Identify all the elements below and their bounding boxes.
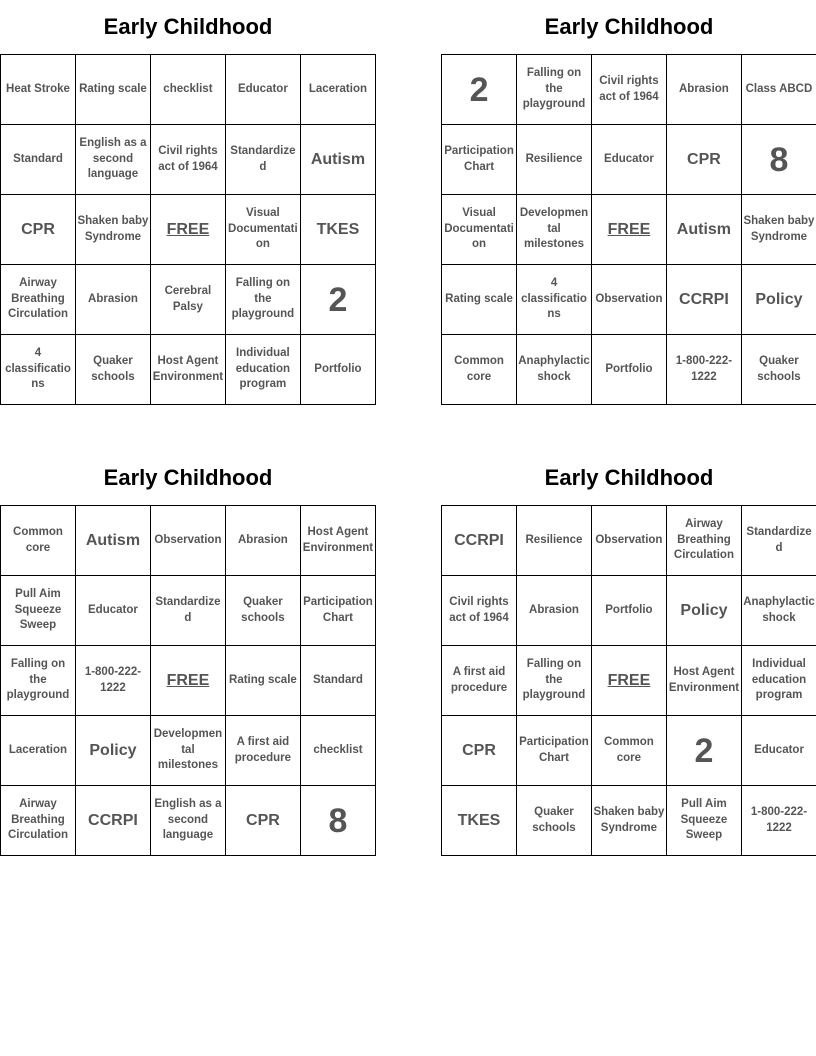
bingo-cell: Pull Aim Squeeze Sweep — [1, 576, 76, 646]
bingo-cell: Observation — [591, 265, 666, 335]
bingo-cell: Portfolio — [591, 335, 666, 405]
bingo-cell: A first aid procedure — [225, 716, 300, 786]
bingo-cell: Resilience — [516, 506, 591, 576]
bingo-cell: Falling on the playground — [517, 55, 592, 125]
card-title: Early Childhood — [103, 14, 273, 39]
bingo-cell: Participation Chart — [516, 716, 591, 786]
bingo-cell: 4 classifications — [1, 335, 76, 405]
bingo-cell: Falling on the playground — [516, 646, 591, 716]
bingo-cell: 1-800-222-1222 — [742, 786, 816, 856]
bingo-cell: Policy — [741, 265, 816, 335]
bingo-grid — [0, 505, 376, 856]
bingo-cell: 8 — [300, 786, 375, 856]
bingo-cell: Civil rights act of 1964 — [442, 576, 517, 646]
bingo-cell: Policy — [666, 576, 741, 646]
bingo-cell: 8 — [741, 125, 816, 195]
bingo-cell: Developmental milestones — [517, 195, 592, 265]
free-space: FREE — [150, 646, 225, 716]
bingo-cell: Quaker schools — [225, 576, 300, 646]
bingo-cell: Quaker schools — [741, 335, 816, 405]
bingo-grid — [441, 54, 816, 405]
bingo-cell: Anaphylactic shock — [517, 335, 592, 405]
bingo-cell: Rating scale — [442, 265, 517, 335]
bingo-cell: Autism — [300, 125, 375, 195]
bingo-cell: CPR — [225, 786, 300, 856]
bingo-cell: Standard — [300, 646, 375, 716]
bingo-cell: TKES — [442, 786, 517, 856]
bingo-cell: Visual Documentation — [225, 195, 300, 265]
bingo-cell: Observation — [591, 506, 666, 576]
bingo-cell: Shaken baby Syndrome — [741, 195, 816, 265]
bingo-cell: 2 — [300, 265, 375, 335]
bingo-cell: Host Agent Environment — [150, 335, 225, 405]
bingo-cell: Abrasion — [225, 506, 300, 576]
bingo-cell: Quaker schools — [516, 786, 591, 856]
bingo-cell: Participation Chart — [442, 125, 517, 195]
bingo-cell: CPR — [666, 125, 741, 195]
bingo-cell: Observation — [150, 506, 225, 576]
bingo-cell: CPR — [1, 195, 76, 265]
bingo-cell: 2 — [666, 716, 741, 786]
bingo-cell: Autism — [666, 195, 741, 265]
bingo-cell: Individual education program — [742, 646, 816, 716]
bingo-cell: Rating scale — [75, 55, 150, 125]
bingo-cell: Civil rights act of 1964 — [591, 55, 666, 125]
bingo-cell: Host Agent Environment — [300, 506, 375, 576]
bingo-cell: Shaken baby Syndrome — [591, 786, 666, 856]
bingo-cell: English as a second language — [75, 125, 150, 195]
bingo-cell: Civil rights act of 1964 — [150, 125, 225, 195]
bingo-cell: Shaken baby Syndrome — [75, 195, 150, 265]
bingo-cell: Falling on the playground — [225, 265, 300, 335]
bingo-cell: Educator — [742, 716, 816, 786]
free-space: FREE — [591, 195, 666, 265]
bingo-cell: Portfolio — [591, 576, 666, 646]
bingo-cell: Laceration — [300, 55, 375, 125]
bingo-cell: Common core — [591, 716, 666, 786]
bingo-cell: TKES — [300, 195, 375, 265]
bingo-grid — [441, 505, 816, 856]
bingo-cell: Portfolio — [300, 335, 375, 405]
bingo-cell: Common core — [1, 506, 76, 576]
bingo-cell: Quaker schools — [75, 335, 150, 405]
bingo-cell: Policy — [75, 716, 150, 786]
bingo-cell: Abrasion — [75, 265, 150, 335]
bingo-cell: checklist — [300, 716, 375, 786]
bingo-cell: Host Agent Environment — [666, 646, 741, 716]
bingo-grid — [0, 54, 376, 405]
card-title: Early Childhood — [544, 14, 714, 39]
bingo-cell: Visual Documentation — [442, 195, 517, 265]
bingo-cell: Airway Breathing Circulation — [1, 265, 76, 335]
bingo-cell: Heat Stroke — [1, 55, 76, 125]
bingo-cell: English as a second language — [150, 786, 225, 856]
bingo-cell: Anaphylactic shock — [742, 576, 816, 646]
bingo-cell: Educator — [225, 55, 300, 125]
bingo-cell: Abrasion — [516, 576, 591, 646]
bingo-cell: Standard — [1, 125, 76, 195]
bingo-cell: Laceration — [1, 716, 76, 786]
card-title: Early Childhood — [103, 465, 273, 490]
bingo-cell: Class ABCD — [741, 55, 816, 125]
bingo-cell: Resilience — [517, 125, 592, 195]
free-space: FREE — [150, 195, 225, 265]
bingo-cell: Pull Aim Squeeze Sweep — [666, 786, 741, 856]
bingo-cell: Standardized — [225, 125, 300, 195]
bingo-cell: 1-800-222-1222 — [75, 646, 150, 716]
bingo-cell: Educator — [75, 576, 150, 646]
bingo-cell: Participation Chart — [300, 576, 375, 646]
bingo-cell: 1-800-222-1222 — [666, 335, 741, 405]
bingo-cell: CCRPI — [666, 265, 741, 335]
card-title: Early Childhood — [544, 465, 714, 490]
bingo-cell: Common core — [442, 335, 517, 405]
bingo-cell: Falling on the playground — [1, 646, 76, 716]
bingo-cell: Individual education program — [225, 335, 300, 405]
bingo-cell: A first aid procedure — [442, 646, 517, 716]
bingo-cell: CCRPI — [442, 506, 517, 576]
free-space: FREE — [591, 646, 666, 716]
bingo-cell: checklist — [150, 55, 225, 125]
bingo-cell: Standardized — [742, 506, 816, 576]
bingo-cell: 4 classifications — [517, 265, 592, 335]
bingo-cell: Rating scale — [225, 646, 300, 716]
bingo-cell: Educator — [591, 125, 666, 195]
bingo-cell: Autism — [75, 506, 150, 576]
bingo-cell: Airway Breathing Circulation — [666, 506, 741, 576]
bingo-cell: CCRPI — [75, 786, 150, 856]
bingo-cell: Cerebral Palsy — [150, 265, 225, 335]
bingo-cell: 2 — [442, 55, 517, 125]
bingo-cell: CPR — [442, 716, 517, 786]
bingo-cell: Abrasion — [666, 55, 741, 125]
bingo-cell: Airway Breathing Circulation — [1, 786, 76, 856]
bingo-cell: Standardized — [150, 576, 225, 646]
bingo-cell: Developmental milestones — [150, 716, 225, 786]
